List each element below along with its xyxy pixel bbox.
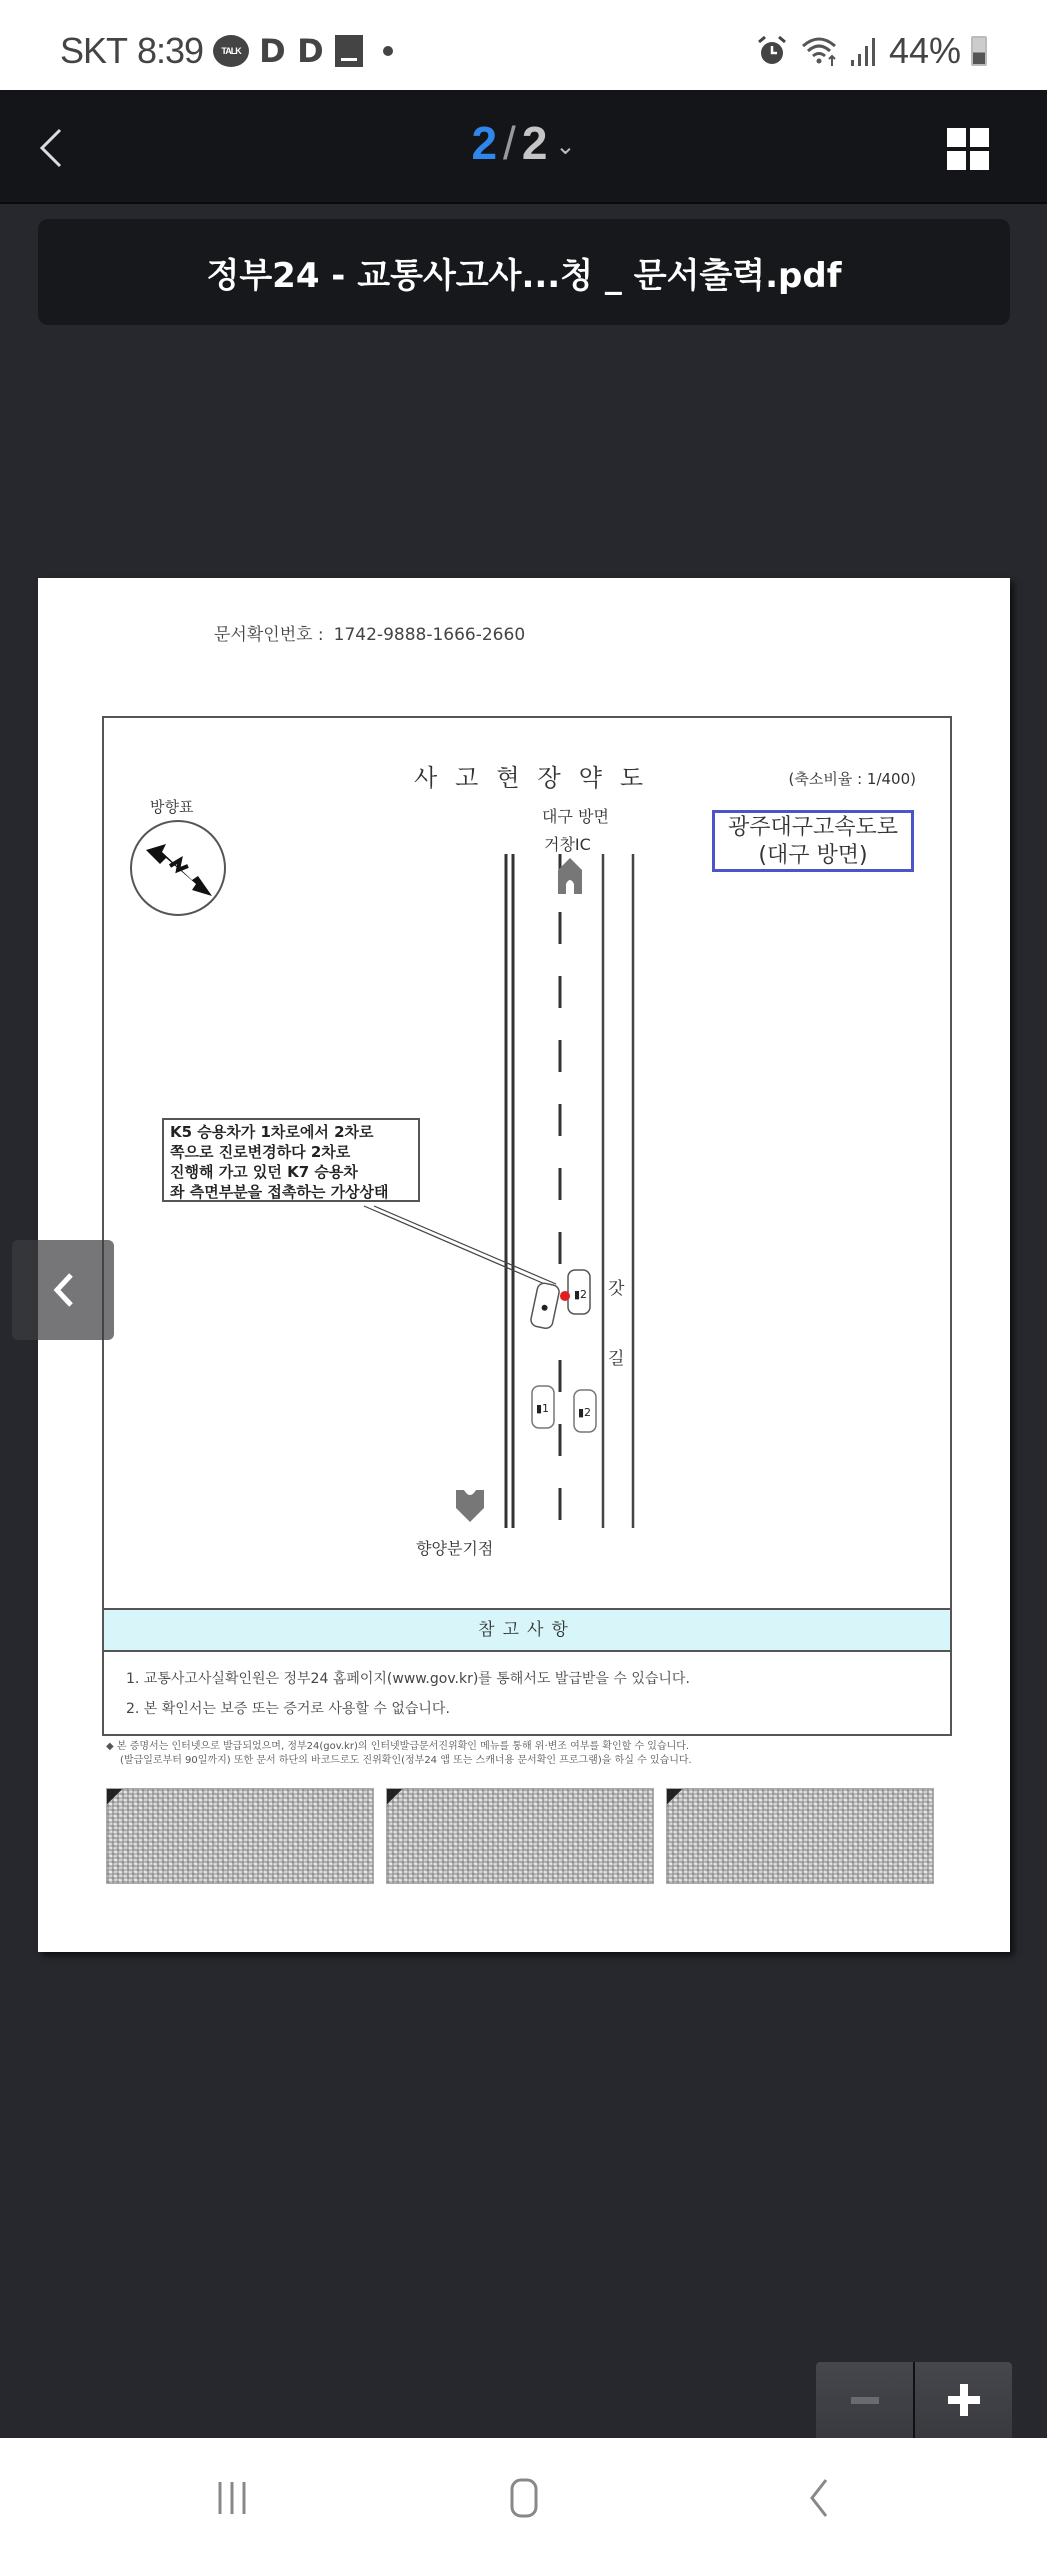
vehicle-1-collision <box>530 1282 561 1330</box>
zoom-controls <box>816 2362 1012 2438</box>
origin-label: 향양분기점 <box>416 1539 494 1558</box>
status-bar <box>0 0 1047 90</box>
signal-icon <box>849 34 879 68</box>
home-icon <box>504 2476 544 2520</box>
scale-ratio: (축소비율 : 1/400) <box>788 770 916 788</box>
back-icon <box>798 2476 838 2520</box>
notes-list <box>126 1664 690 1724</box>
chevron-down-icon: ⌄ <box>555 133 576 161</box>
pdf-page[interactable] <box>38 578 1010 1952</box>
previous-page-button[interactable] <box>12 1240 114 1340</box>
shoulder-label: 길 <box>608 1349 625 1369</box>
verification-footnote: ◆ 본 증명서는 인터넷으로 발급되었으며, 정부24(gov.kr)의 인터넷발급문서진위확인 메뉴를 통해 위·변조 여부를 확인할 수 있습니다. (발급일로부터 90일까지) 또한 문서 하단의 바코드로도 진위확인(정부24 앱 또는 스캐너용 문서확인 프로그램)을 하실 수 있습니다. <box>106 1741 692 1766</box>
more-notifications-dot-icon <box>383 46 393 56</box>
battery-icon <box>971 36 987 66</box>
document-id-value: 1742-9888-1666-2660 <box>333 625 526 645</box>
highway-direction: (대구 방면) <box>758 843 868 868</box>
d-app-icon: D <box>297 32 323 70</box>
direction-label: 대구 방면 <box>542 807 609 826</box>
highway-name: 광주대구고속도로 <box>727 815 899 840</box>
note-item: 1. 교통사고사실확인원은 정부24 홈페이지(www.gov.kr)를 통해서도 발급받을 수 있습니다. <box>126 1671 690 1687</box>
svg-text:▮1: ▮1 <box>536 1402 550 1415</box>
diagram-title: 사고현장약도 <box>414 764 662 792</box>
document-id <box>214 620 525 645</box>
grid-icon <box>947 128 966 147</box>
zoom-out-button[interactable] <box>816 2362 913 2438</box>
status-right <box>755 30 987 72</box>
file-name-banner <box>38 219 1010 325</box>
plus-icon <box>944 2380 984 2420</box>
svg-text:▮2: ▮2 <box>578 1406 592 1419</box>
page-selector[interactable] <box>0 116 1047 170</box>
system-nav-bar <box>0 2438 1047 2560</box>
wifi-icon <box>799 34 839 68</box>
interchange-arrow-icon <box>558 858 582 894</box>
vehicle-1-before <box>532 1386 554 1428</box>
file-name: 정부24 - 교통사고사...청 _ 문서출력.pdf <box>206 255 842 296</box>
recent-apps-button[interactable] <box>192 2468 272 2528</box>
accident-diagram-frame <box>102 716 952 1736</box>
thumbnail-grid-button[interactable] <box>947 128 989 170</box>
svg-text:▮2: ▮2 <box>574 1288 588 1301</box>
chevron-left-icon <box>43 1265 83 1315</box>
2d-barcode <box>106 1788 374 1884</box>
vehicle-2-before <box>574 1390 596 1432</box>
viewer-toolbar <box>0 90 1047 204</box>
2d-barcode <box>666 1788 934 1884</box>
shoulder-label: 갓 <box>608 1279 625 1299</box>
carrier: SKT <box>60 30 128 71</box>
notes-header: 참고사항 <box>104 1608 950 1652</box>
barcode-row <box>106 1788 934 1884</box>
interchange-label: 거창IC <box>544 835 591 854</box>
compass-label: 방향표 <box>150 798 194 816</box>
minus-icon <box>845 2380 885 2420</box>
home-button[interactable] <box>484 2468 564 2528</box>
battery-percent: 44% <box>888 30 961 71</box>
collision-point <box>560 1291 570 1301</box>
d-app-icon: D <box>259 32 285 70</box>
origin-arrow-icon <box>456 1490 484 1522</box>
alarm-icon <box>755 34 789 68</box>
2d-barcode <box>386 1788 654 1884</box>
document-id-label: 문서확인번호 : <box>214 625 324 645</box>
page-separator: / <box>503 117 516 169</box>
recent-apps-icon <box>212 2478 252 2518</box>
status-left <box>60 30 393 72</box>
stamp-icon <box>335 35 363 67</box>
system-back-button[interactable] <box>778 2468 858 2528</box>
clock: 8:39 <box>137 30 204 71</box>
total-pages: 2 <box>521 117 548 169</box>
vehicle-2-collision <box>568 1270 590 1314</box>
kakaotalk-icon: TALK <box>213 35 249 67</box>
note-item: 2. 본 확인서는 보증 또는 증거로 사용할 수 없습니다. <box>126 1701 450 1717</box>
current-page: 2 <box>471 117 498 169</box>
accident-description-callout: K5 승용차가 1차로에서 2차로 쪽으로 진로변경하다 2차로 진행해 가고 있던 K7 승용차 좌 측면부분을 접촉하는 가상상태 <box>162 1118 420 1202</box>
zoom-in-button[interactable] <box>915 2362 1012 2438</box>
